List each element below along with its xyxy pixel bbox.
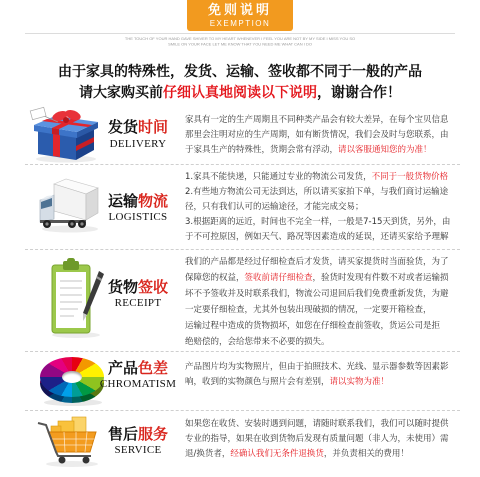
body-line — [185, 185, 467, 200]
section-title-en: RECEIPT — [114, 297, 162, 309]
body-line — [185, 270, 467, 286]
body-line — [185, 432, 467, 447]
section-title-text: 售后 — [107, 425, 138, 443]
body-text: 于家具生产的特殊性，货期会常有浮动， — [185, 145, 339, 155]
body-text: 如果您在收货、安装时遇到问题，请随时联系我们，我们可以随时提供 — [185, 419, 449, 429]
intro-text: 请大家购买前 — [79, 85, 163, 101]
body-highlight: 不同于一般货物价格 — [371, 172, 449, 182]
body-line — [185, 334, 467, 350]
section-title-text: 货物 — [107, 278, 138, 296]
body-highlight: 请以客服通知您的为准！ — [338, 145, 432, 155]
body-line — [185, 375, 467, 390]
body-text: 坏不予签收并及时联系我们，物流公司退回后我们免费重新发货，为避 — [185, 289, 449, 299]
body-text: 1.家具不能快递，只能通过专业的物流公司发货， — [185, 172, 372, 182]
body-text: 退/换货者， — [185, 449, 231, 459]
section-divider — [25, 410, 460, 411]
body-tail: ，验货时发现有件数不对或者运输损 — [312, 273, 449, 283]
body-text: 保障您的权益， — [185, 273, 245, 283]
body-line — [185, 215, 467, 230]
body-text: 我们的产品都是经过仔细检查后才发货，请买家提货时当面验货，为了 — [185, 257, 449, 267]
section-title — [100, 192, 176, 210]
body-line — [185, 447, 467, 462]
body-text: 那里会注明对应的生产周期，如有断货情况，我们会及时与您联系，由 — [185, 130, 449, 140]
section-title-en: LOGISTICS — [108, 211, 168, 223]
body-text: 径，只有我们认可的运输途径，才能完成交易； — [185, 202, 364, 212]
section-divider — [25, 164, 460, 165]
header-subtitle: EXEMPTION — [209, 19, 271, 28]
body-line — [185, 128, 467, 143]
body-text: 产品图片均为实物照片，但由于拍照技术、光线、显示器参数等因素影 — [185, 362, 449, 372]
body-line — [185, 113, 467, 128]
section-title — [100, 425, 176, 443]
intro-highlight: 仔细认真地阅读以下说明 — [163, 85, 317, 101]
body-line — [185, 170, 467, 185]
intro-line-1: 由于家具的特殊性，发货、运输、签收都不同于一般的产品 — [58, 64, 422, 80]
section-title-highlight: 签收 — [138, 278, 169, 296]
body-text: 绝赔偿的，会给您带来不必要的损失。 — [185, 337, 330, 347]
gift-box-icon — [28, 104, 100, 164]
intro-tail: ，谢谢合作！ — [317, 85, 401, 101]
header-tagline — [0, 36, 480, 47]
body-line — [185, 254, 467, 270]
section-title-text: 产品 — [107, 359, 138, 377]
section-title-en: DELIVERY — [109, 138, 167, 150]
body-text: 2.有些地方物流公司无法到达，所以请买家拍下单，与我们商讨运输途 — [185, 187, 449, 197]
section-title-highlight: 物流 — [138, 192, 169, 210]
body-text: 3.根据距离的远近，时间也不完全一样，一般是7-15天到货，另外，由 — [185, 217, 451, 227]
body-line — [185, 286, 467, 302]
tagline-line: THE TOUCH OF YOUR HAND GAVE SHIVER TO MY HEART WHENEVER I FEEL YOU ARE NOT BY MY SIDE I MISS YOU SO — [124, 36, 356, 41]
section-body — [185, 254, 467, 350]
section-title-highlight: 服务 — [138, 425, 169, 443]
tagline-line: SMILE ON YOUR FACE LET ME KNOW THAT YOU NEED ME WHAT CAN I DO — [168, 42, 312, 47]
section-body — [185, 113, 467, 158]
shopping-cart-icon — [36, 414, 102, 468]
section-body — [185, 417, 467, 462]
section-body — [185, 360, 467, 390]
body-text: 一定要仔细检查，尤其外包装出现破损的情况，一定要开箱检查， — [185, 305, 432, 315]
header-tab — [187, 0, 293, 31]
section-title — [100, 278, 176, 296]
header-divider — [25, 33, 455, 34]
section-title-text: 发货 — [107, 118, 138, 136]
section-title-highlight: 色差 — [138, 359, 169, 377]
body-line — [185, 417, 467, 432]
intro-line-2 — [0, 84, 480, 102]
section-title — [100, 118, 176, 136]
truck-icon — [36, 176, 100, 234]
body-text: 响，收到的实物颜色与照片会有差别， — [185, 377, 330, 387]
body-highlight: 请以实物为准！ — [329, 377, 390, 387]
section-title-text: 运输 — [107, 192, 138, 210]
body-line — [185, 200, 467, 215]
body-highlight: 签收前请仔细检查 — [244, 273, 313, 283]
header-title: 免则说明 — [207, 3, 272, 18]
body-text: 于不可控原因，例如天气、路况等因素造成的延误，还请买家给予理解 — [185, 232, 449, 242]
body-highlight: 经确认我们无条件退换货 — [230, 449, 324, 459]
body-line — [185, 360, 467, 375]
section-divider — [25, 249, 460, 250]
section-title-en: CHROMATISM — [99, 378, 177, 390]
body-tail: ，并负责相关的费用！ — [323, 449, 409, 459]
section-title-en: SERVICE — [114, 444, 162, 456]
section-divider — [25, 351, 460, 352]
body-text: 家具有一定的生产周期且不同种类产品会有较大差异，在每个宝贝信息 — [185, 115, 449, 125]
body-text: 专业的指导，如果在收到货物后发现有质量问题（非人为，未使用）需 — [185, 434, 449, 444]
body-line — [185, 143, 467, 158]
body-text: 运输过程中造成的货物损坏，如您在仔细检查前签收，货运公司是拒 — [185, 321, 441, 331]
body-line — [185, 230, 467, 245]
section-body — [185, 170, 467, 245]
body-line — [185, 302, 467, 318]
section-title-highlight: 时间 — [138, 118, 169, 136]
body-line — [185, 318, 467, 334]
section-title — [100, 359, 176, 377]
